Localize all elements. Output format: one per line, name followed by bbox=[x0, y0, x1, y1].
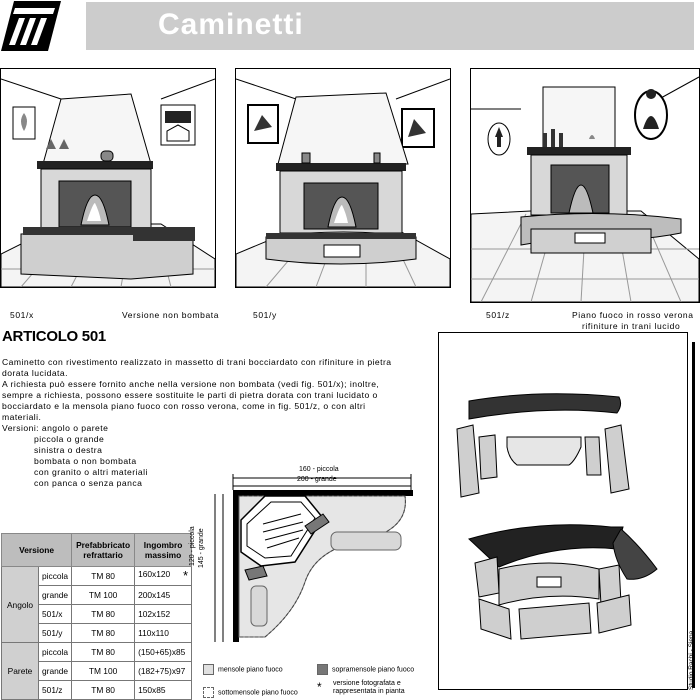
legend-label: sopramensole piano fuoco bbox=[332, 666, 415, 674]
legend-label: mensole piano fuoco bbox=[218, 666, 283, 674]
legend-swatch-dashed bbox=[203, 687, 214, 698]
table-cell: 501/z bbox=[39, 681, 72, 700]
versions-intro: Versioni: angolo o parete bbox=[2, 423, 109, 433]
table-row bbox=[2, 567, 192, 586]
legend-swatch-light bbox=[203, 664, 214, 675]
brand-logo bbox=[0, 0, 62, 52]
table-cell: 102x152 bbox=[135, 605, 192, 624]
plan-dim-top-1: 160 - piccola bbox=[299, 466, 339, 473]
figure-code-501z: 501/z bbox=[486, 310, 510, 320]
table-cell: piccola bbox=[39, 567, 72, 586]
article-paragraph-2: A richiesta può essere fornito anche nella versione non bombata (vedi fig. 501/x); inoltre, sempre a richiesta, possono essere sostituite le parti di pietra dorata con trani lucidato o bocciardato e la mensola piano fuoco con rosso verona, come in fig. 501/z, o con altri materiali. bbox=[2, 379, 380, 422]
table-cell: TM 80 bbox=[72, 567, 135, 586]
legend-item-mensole bbox=[203, 664, 283, 675]
table-cell: TM 80 bbox=[72, 624, 135, 643]
table-cell: TM 100 bbox=[72, 586, 135, 605]
group-label-parete: Parete bbox=[2, 643, 39, 700]
column-header-prefabbricato: Prefabbricato refrattario bbox=[72, 534, 135, 567]
floor-plan-drawing bbox=[205, 462, 435, 658]
legend-label: versione fotografata e bbox=[333, 680, 401, 687]
table-cell: TM 80 bbox=[72, 605, 135, 624]
figure-caption-501x: Versione non bombata bbox=[122, 310, 220, 320]
column-header-versione: Versione bbox=[2, 534, 72, 567]
version-item: piccola o grande bbox=[34, 434, 105, 444]
version-item: bombata o non bombata bbox=[34, 456, 137, 466]
star-marker: * bbox=[183, 568, 189, 583]
column-header-ingombro: Ingombro massimo bbox=[135, 534, 192, 567]
legend-label: rappresentata in pianta bbox=[333, 687, 405, 695]
fireplace-illustration-501z bbox=[470, 68, 700, 303]
table-cell: grande bbox=[39, 662, 72, 681]
table-cell: (150+65)x85 bbox=[135, 643, 192, 662]
table-row bbox=[2, 643, 192, 662]
spec-table bbox=[1, 533, 192, 700]
table-cell: (182+75)x97 bbox=[135, 662, 192, 681]
table-cell: TM 100 bbox=[72, 662, 135, 681]
group-label-angolo: Angolo bbox=[2, 567, 39, 643]
exploded-view-panel bbox=[438, 332, 688, 690]
table-cell bbox=[135, 567, 192, 586]
table-cell: 501/y bbox=[39, 624, 72, 643]
figure-caption-501z-line1: Piano fuoco in rosso verona bbox=[572, 310, 694, 320]
table-cell: piccola bbox=[39, 643, 72, 662]
figure-code-501y: 501/y bbox=[253, 310, 277, 320]
table-cell: 150x85 bbox=[135, 681, 192, 700]
fireplace-illustration-501x bbox=[0, 68, 216, 288]
legend-item-sottomensole bbox=[203, 687, 298, 698]
legend-item-photographed bbox=[333, 680, 405, 695]
page-title: Caminetti bbox=[158, 8, 304, 41]
version-item: sinistra o destra bbox=[34, 445, 103, 455]
table-cell: TM 80 bbox=[72, 681, 135, 700]
version-item: con granito o altri materiali bbox=[34, 467, 148, 477]
table-cell: 110x110 bbox=[135, 624, 192, 643]
fireplace-illustration-501y bbox=[235, 68, 451, 288]
table-cell: TM 80 bbox=[72, 643, 135, 662]
legend-label: sottomensole piano fuoco bbox=[218, 689, 298, 697]
table-cell: 200x145 bbox=[135, 586, 192, 605]
article-paragraph-1: Caminetto con rivestimento realizzato in massetto di trani bocciardato con rifiniture in pietra dorata lucidata. bbox=[2, 357, 392, 378]
spec-table-wrapper bbox=[1, 533, 192, 700]
article-title: ARTICOLO 501 bbox=[2, 328, 106, 345]
legend-star-icon: * bbox=[317, 680, 322, 694]
legend-item-sopramensole bbox=[317, 664, 414, 675]
table-cell: 501/x bbox=[39, 605, 72, 624]
studio-credit: Studio Rachi - Siena bbox=[688, 630, 695, 690]
table-cell-value: 160x120 bbox=[138, 569, 171, 579]
plan-dim-side-2: 145 - grande bbox=[198, 528, 205, 568]
figure-code-501x: 501/x bbox=[10, 310, 34, 320]
figure-caption-501z-line2: rifiniture in trani lucido bbox=[582, 321, 681, 331]
plan-dim-side-1: 120 - piccola bbox=[189, 526, 196, 566]
table-cell: grande bbox=[39, 586, 72, 605]
legend-swatch-dark bbox=[317, 664, 328, 675]
table-header-row bbox=[2, 534, 192, 567]
version-item: con panca o senza panca bbox=[34, 478, 143, 488]
plan-dim-top-2: 200 - grande bbox=[297, 476, 337, 483]
